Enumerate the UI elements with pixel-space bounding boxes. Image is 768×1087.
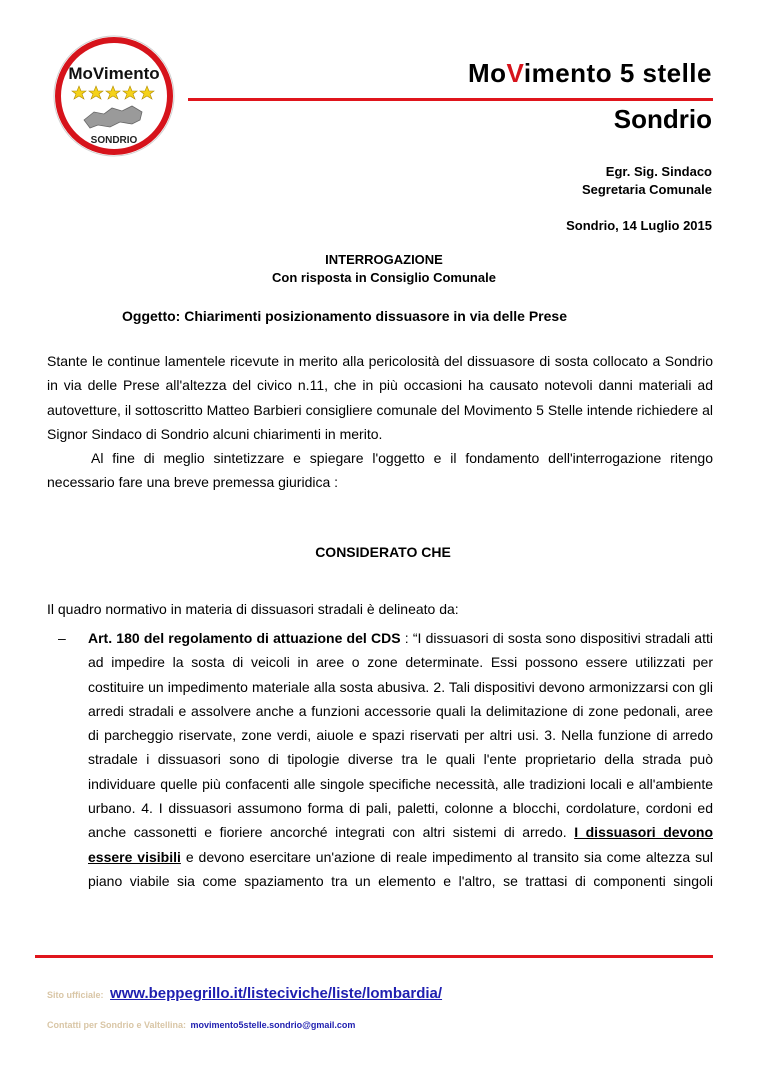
article-reference: Art. 180 del regolamento di attuazione del CDS (88, 630, 401, 646)
list-item: – Art. 180 del regolamento di attuazione del CDS : “I dissuasori di sosta sono dispositivi stradali atti ad impedire la sosta di veicoli in aree o zone determinate. Essi possono essere utilizzati per costituire un impedimento materiale alla sosta abusiva. 2. Tali dispositivi devono armonizzarsi con gli arredi stradali e assolvere anche a funzioni accessorie quali la delimitazione di zone pedonali, aree di parcheggio riservate, zone verdi, aiuole e spazi riservati per altri usi. 3. Nella funzione di arredo stradale i dissuasori sono di tipologie diverse tra le quali l'ente proprietario della strada può individuare quelle più confacenti alle singole specifiche necessità, alle tradizioni locali e all'ambiente urbano. 4. I dissuasori assumono forma di pali, paletti, colonne a blocchi, cordolature, cordoni ed anche cassonetti e fioriere ancorché integrati con altri sistemi di arredo. I dissuasori devono essere visibili e devono esercitare un'azione di reale impedimento al transito sia come altezza sul piano viabile sia come spaziamento tra un elemento e l'altro, se trattasi di componenti singoli (48, 626, 713, 893)
document-heading: INTERROGAZIONE (325, 252, 443, 267)
bullet-dash: – (58, 630, 66, 646)
footer-site-link[interactable]: www.beppegrillo.it/listeciviche/liste/lombardia/ (110, 985, 443, 1002)
footer-site-label: Sito ufficiale: (47, 990, 104, 1000)
logo-wordmark: MoVimento (68, 64, 160, 83)
recipient-line-1: Egr. Sig. Sindaco (605, 164, 712, 179)
list-intro: Il quadro normativo in materia di dissuasori stradali è delineato da: (47, 601, 459, 617)
footer-contacts (47, 1020, 355, 1030)
paragraph-2: Al fine di meglio sintetizzare e spiegare l'oggetto e il fondamento dell'interrogazione ritengo necessario fare una breve premessa giuridica : (47, 450, 713, 491)
document-subheading: Con risposta in Consiglio Comunale (272, 270, 496, 285)
subject-line: Oggetto: Chiarimenti posizionamento dissuasore in via delle Prese (122, 308, 567, 324)
footer-divider (35, 955, 713, 958)
footer-contact-label: Contatti per Sondrio e Valtellina: (47, 1020, 187, 1030)
letter-date: Sondrio, 14 Luglio 2015 (566, 218, 712, 233)
header-subtitle: Sondrio (613, 104, 712, 134)
paragraph-1: Stante le continue lamentele ricevute in merito alla pericolosità del dissuasore di sosta collocato a Sondrio in via delle Prese all'altezza del civico n.11, che in più occasioni ha causato notevoli danni materiali ad autovetture, il sottoscritto Matteo Barbieri consigliere comunale del Movimento 5 Stelle intende richiedere al Signor Sindaco di Sondrio alcuni chiarimenti in merito. (47, 353, 713, 442)
footer-contact-email[interactable]: movimento5stelle.sondrio@gmail.com (190, 1020, 356, 1030)
movimento-logo (50, 28, 178, 163)
recipient-line-2: Segretaria Comunale (581, 182, 712, 197)
header-title: MoVimento 5 stelle (467, 58, 712, 88)
footer-site (47, 985, 442, 1002)
body-paragraphs (47, 349, 713, 495)
underlined-phrase: I dissuasori devono essere visibili (88, 824, 713, 865)
header-divider (188, 98, 713, 101)
normative-list (48, 626, 713, 893)
considerato-heading: CONSIDERATO CHE (315, 544, 451, 560)
logo-city: SONDRIO (90, 135, 138, 146)
